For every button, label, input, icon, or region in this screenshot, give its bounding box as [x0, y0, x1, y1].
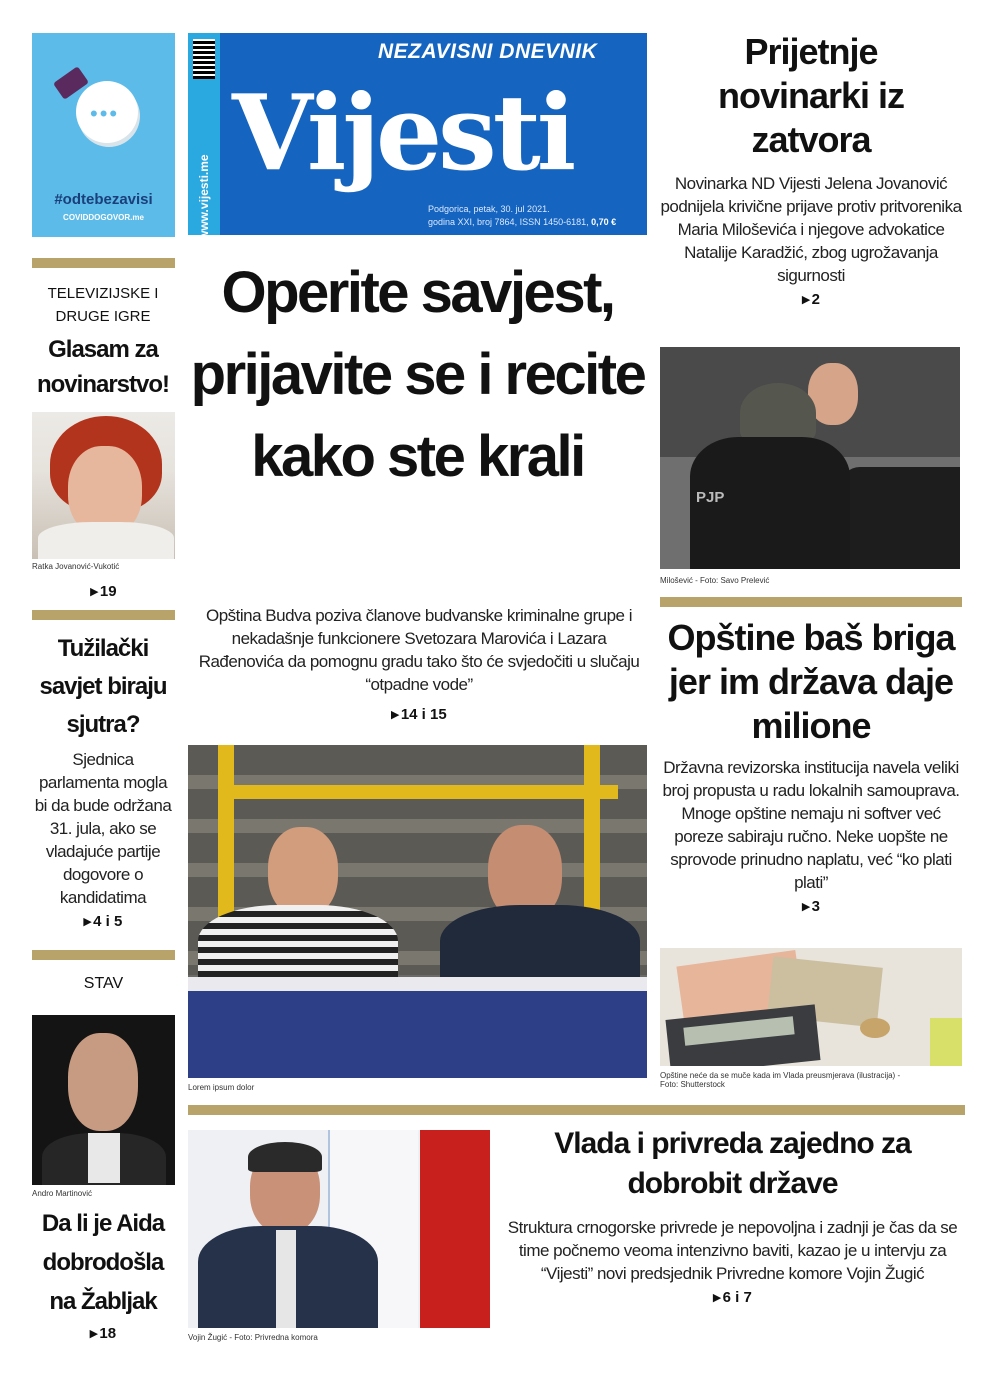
story-opstine: [652, 616, 970, 916]
page-ref[interactable]: ▸ 19: [32, 583, 175, 601]
photo-money: [660, 948, 962, 1066]
photo-caption: Andro Martinović: [32, 1189, 93, 1198]
dateline: Podgorica, petak, 30. jul 2021.: [428, 204, 550, 214]
photo-caption: Opštine neće da se muče kada im Vlada preusmjerava (ilustracija) - Foto: Shutterstock: [660, 1071, 901, 1089]
masthead[interactable]: [188, 33, 647, 240]
masthead-tagline: NEZAVISNI DNEVNIK: [378, 40, 598, 63]
headline-aida[interactable]: Da li je Aida dobrodošla na Žabljak: [41, 1210, 165, 1315]
page-ref[interactable]: ▸ 3: [652, 898, 970, 916]
kicker-stav: STAV: [83, 975, 124, 992]
photo-caption: Ratka Jovanović-Vukotić: [32, 562, 120, 571]
divider: [32, 950, 175, 960]
photo-zugic: [188, 1130, 490, 1328]
main-deck: Opština Budva poziva članove budvanske kriminalne grupe i nekadašnje funkcionere Svetozara Marovića i Lazara Rađenovića da pomognu gradu tako što će svjedočiti u slučaju “otpadne vode”: [198, 606, 640, 694]
story-aida: [28, 1204, 178, 1343]
story-body: Sjednica parlamenta mogla bi da bude održana 31. jula, ako se vladajuće partije dogovore o kandidatima: [34, 750, 172, 907]
bubble-dots-icon: •••: [90, 101, 120, 126]
photo-milosevic: [660, 347, 960, 569]
story-tuzilacki: [28, 630, 178, 931]
story-body: Novinarka ND Vijesti Jelena Jovanović podnijela krivične prijave protiv pritvorenika Maria Miloševića i njegove advokatice Natalije Karadžić, zbog ugrožavanja sigurnosti: [660, 174, 962, 285]
page-ref[interactable]: ▸ 6 i 7: [505, 1289, 960, 1307]
photo-caption: Lorem ipsum dolor: [188, 1083, 255, 1092]
vest-lettering: PJP: [696, 489, 725, 506]
page-ref[interactable]: ▸ 18: [28, 1325, 178, 1343]
ad-hashtag: #odtebezavisi: [54, 191, 153, 208]
page-ref[interactable]: ▸ 2: [660, 291, 962, 309]
main-headline[interactable]: Operite savjest, prijavite se i recite kako ste krali: [190, 260, 645, 489]
barcode-icon: [193, 39, 215, 79]
page-ref[interactable]: ▸ 14 i 15: [196, 706, 642, 724]
divider: [32, 258, 175, 268]
kicker[interactable]: TELEVIZIJSKE I DRUGE IGRE: [47, 285, 159, 325]
story-vlada: [505, 1124, 960, 1307]
headline-tuzilacki[interactable]: Tužilački savjet biraju sjutra?: [39, 635, 167, 738]
issue-info: [428, 217, 616, 228]
divider: [188, 1105, 965, 1115]
price: 0,70 €: [591, 217, 617, 227]
issue-number: godina XXI, broj 7864, ISSN 1450-6181,: [428, 217, 589, 227]
photo-main: [188, 745, 647, 1078]
divider: [660, 597, 962, 607]
page-ref[interactable]: ▸ 4 i 5: [28, 913, 178, 931]
masthead-url: www.vijesti.me: [197, 154, 211, 240]
main-deck-block: [196, 604, 642, 724]
photo-caption: Vojin Žugić - Foto: Privredna komora: [188, 1333, 318, 1342]
photo-ratka: [32, 412, 175, 559]
headline-vlada[interactable]: Vlada i privreda zajedno za dobrobit države: [554, 1127, 911, 1200]
masthead-logo: Vijesti: [232, 71, 573, 194]
headline-prijetnje[interactable]: Prijetnje novinarki iz zatvora: [717, 31, 905, 160]
story-body: Državna revizorska institucija navela veliki broj propusta u radu lokalnih samouprava. Mnoge opštine nemaju ni softver već poreze sabiraju ručno. Neke uopšte ne sprovode prinudno naplatu, već “ko plati plati”: [662, 758, 960, 892]
headline-opstine[interactable]: Opštine baš briga jer im država daje milione: [667, 617, 955, 746]
photo-caption: Milošević - Foto: Savo Prelević: [660, 576, 770, 585]
headline-glasam[interactable]: Glasam za novinarstvo!: [36, 336, 170, 398]
divider: [32, 610, 175, 620]
story-body: Struktura crnogorske privrede je nepovoljna i zadnji je čas da se time počnemo veoma intenzivno baviti, kazao je u intervju za “Vijesti” novi predsjednik Privredne komore Vojin Žugić: [507, 1218, 958, 1283]
photo-andro: [32, 1015, 175, 1185]
covid-ad[interactable]: [32, 33, 175, 237]
story-prijetnje: [660, 30, 962, 309]
ad-site: COVIDDOGOVOR.me: [63, 213, 144, 222]
